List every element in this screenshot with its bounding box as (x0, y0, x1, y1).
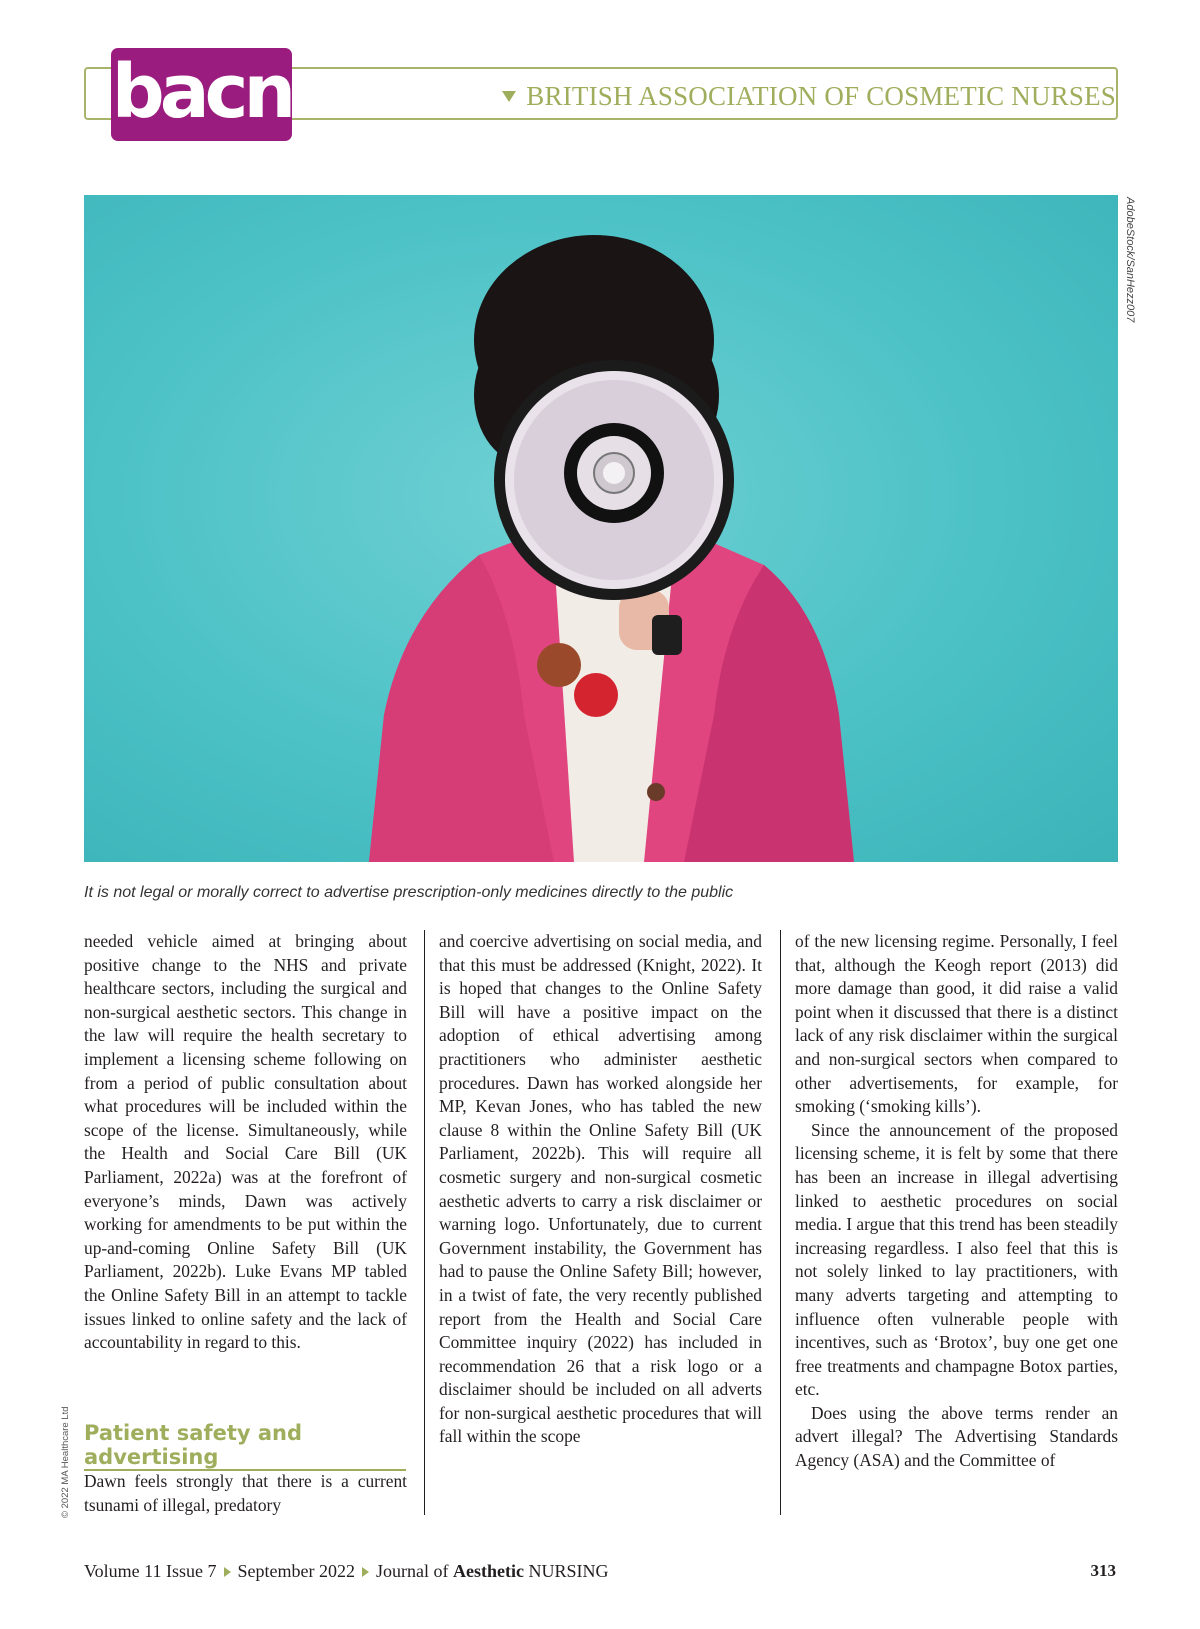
photo-illustration (84, 195, 1118, 862)
body-paragraph: Does using the above terms render an advert illegal? The Advertising Standards Agency (ASA) and the Committee of (795, 1402, 1118, 1471)
column-1 (84, 930, 407, 1355)
logo-text: bacn (111, 48, 292, 135)
footer-journal-prefix: Journal of (375, 1561, 449, 1581)
section-heading: Patient safety and advertising (84, 1421, 406, 1471)
photo-credit: AdobeStock/SanHezz007 (1124, 197, 1136, 323)
organization-name (502, 78, 1116, 114)
footer-date: September 2022 (237, 1561, 355, 1581)
bacn-logo (111, 48, 292, 141)
page-number: 313 (1090, 1561, 1116, 1580)
column-2 (439, 930, 762, 1449)
footer (84, 1561, 608, 1582)
triangle-right-icon (362, 1567, 369, 1577)
column-divider (424, 930, 425, 1515)
triangle-right-icon (224, 1567, 231, 1577)
column-1-continued (84, 1470, 407, 1517)
body-paragraph: Since the announcement of the proposed licensing scheme, it is felt by some that there has been an increase in illegal advertising linked to aesthetic procedures on social media. I argue that this trend has been steadily increasing regardless. I also feel that this is not solely linked to lay practitioners, with many adverts targeting and attempting to influence often vulnerable people with incentives, such as ‘Brotox’, buy one get one free treatments and champagne Botox parties, etc. (795, 1119, 1118, 1400)
body-paragraph: needed vehicle aimed at bringing about positive change to the NHS and private healthcare sectors, including the surgical and non-surgical aesthetic sectors. This change in the law will require the health secretary to implement a licensing scheme following on from a period of public consultation about what procedures will be included within the scope of the license. Simultaneously, while the Health and Social Care Bill (UK Parliament, 2022a) was at the forefront of everyone’s minds, Dawn was actively working for amendments to be put within the up-and-coming Online Safety Bill (UK Parliament, 2022b). Luke Evans MP tabled the Online Safety Bill in an attempt to tackle issues linked to online safety and the lack of accountability in regard to this. (84, 931, 407, 1353)
body-paragraph: Dawn feels strongly that there is a current tsunami of illegal, predatory (84, 1471, 407, 1515)
body-paragraph: and coercive advertising on social media, and that this must be addressed (Knight, 2022). It is hoped that changes to the Online Safety Bill will have a positive impact on the adoption of ethical advertising among practitioners who administer aesthetic procedures. Dawn has worked alongside her MP, Kevan Jones, who has tabled the new clause 8 within the Online Safety Bill (UK Parliament, 2022b). This will require all cosmetic surgery and non-surgical cosmetic aesthetic adverts to carry a risk disclaimer or warning logo. Unfortunately, due to current Government instability, the Government has had to pause the Online Safety Bill; however, in a twist of fate, the very recently published report from the Health and Social Care Committee inquiry (2022) has included in recommendation 26 that a risk logo or a disclaimer should be included on all adverts for non-surgical aesthetic procedures that will fall within the scope (439, 931, 762, 1447)
body-paragraph: of the new licensing regime. Personally, I feel that, although the Keogh report (2013) did more damage than good, it did raise a valid point when it discussed that there is a distinct lack of any risk disclaimer within the surgical and non-surgical sectors when compared to other advertisements, for example, for smoking (‘smoking kills’). (795, 931, 1118, 1117)
footer-volume: Volume 11 Issue 7 (84, 1561, 217, 1581)
triangle-down-icon (502, 91, 516, 102)
copyright-notice: © 2022 MA Healthcare Ltd (60, 1406, 71, 1518)
footer-journal-bold: Aesthetic (452, 1561, 524, 1581)
footer-journal-suffix: NURSING (528, 1561, 609, 1581)
megaphone-photo (84, 195, 1118, 862)
photo-caption: It is not legal or morally correct to advertise prescription-only medicines directly to the public (84, 884, 734, 901)
organization-label: BRITISH ASSOCIATION OF COSMETIC NURSES (526, 80, 1116, 111)
column-divider (780, 930, 781, 1515)
column-3 (795, 930, 1118, 1473)
